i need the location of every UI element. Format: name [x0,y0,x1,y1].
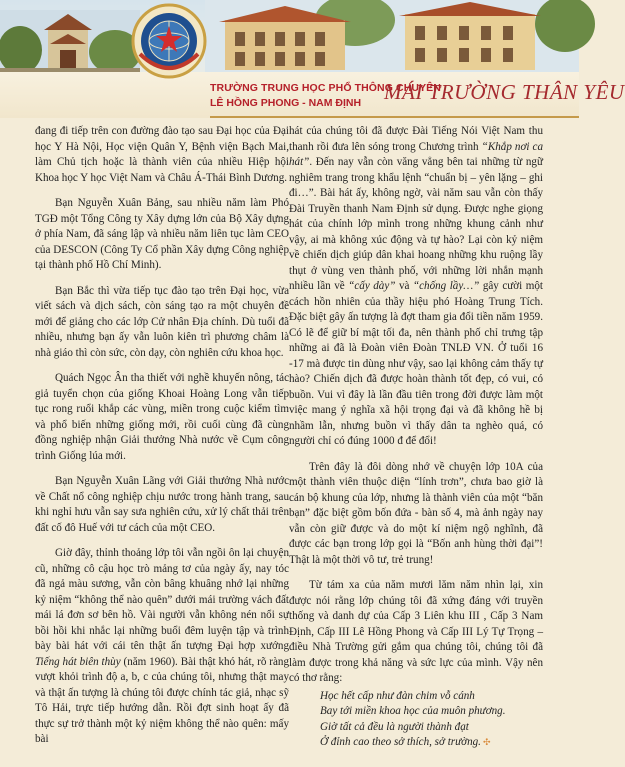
magazine-title: MÁI TRƯỜNG THÂN YÊU [384,80,625,104]
paragraph: Trên đây là đôi dòng nhớ về chuyện lớp 10A của một thành viên thuộc diện “lính trơn”, chưa bao giờ là cán bộ khung của lớp, nhưng là thành viên của một “băn bạn” đặc biệt gồm bốn đứa - bàn số 4, mà ảnh ngày nay vẫn còn giữ được và do một kí niệm ngộ nghĩnh, đã được các bạn trong lớp gọi là “Bốn anh hùng thời đại”! Thật là một thời vô tư, trẻ trung! [289,460,543,566]
paragraph: Quách Ngọc Ân tha thiết với nghề khuyến nông, tác giả tuyển chọn của giống Khoai Hoàng Long vẫn tiếp tục rong ruổi khắp các vùng, miền trong cuộc kiểm tìm và phổ biến những giống mới, rồi cuối cùng đã cùng đồng nghiệp nhận Giải thưởng Nhà nước về Cụm công trình Giống lúa mới. [35,372,289,462]
program-title: “Khắp nơi ca hát” [289,140,543,168]
song-title: Tiếng hát biên thùy [35,655,121,668]
paragraph-text: Giờ đây, thỉnh thoảng lớp tôi vẫn ngồi ôn lại chuyện cũ, những cô cậu học trò mảng tơ của ngày ấy, nay tóc đã ngả màu sương, vẫn còn bâng khuâng nhớ lại những kỷ niệm “không thể nào quên” dưới mái trường vách đất mái lá đơn sơ bên hồ. Vài người vẫn không nén nổi sự bồi hồi khi nhắc lại những buổi đêm luyện tập và trình bày bài hát với cái tên thật ấn tượng Đại hợp xướng [35,547,289,652]
header-divider [210,116,579,118]
paragraph: Từ tám xa của năm mươi lăm năm nhìn lại, xin được nói rằng lớp chúng tôi đã xứng đáng với truyền thống và danh dự của Cấp 3 Liên khu III , Cấp 3 Nam Định, Cấp III Lê Hồng Phong và Cấp III Lý Tự Trọng – điều Nhà Trường gửi gắm qua chúng tôi, chúng tôi đã làm được trong khả năng và sức lực của mình. Vậy nên có thơ rằng: [289,579,543,684]
paragraph [35,546,289,748]
school-name-line1: TRƯỜNG TRUNG HỌC PHỔ THÔNG CHUYÊN [210,82,441,94]
end-mark-icon: ✣ [482,737,491,747]
poem [289,689,543,751]
paragraph: đang đi tiếp trên con đường đào tạo sau Đại học của Đại học Y Hà Nội, Học viện Quân Y, Bệnh viện Bạch Mai, làm Chủ tịch hoặc là thành viên của nhiều Hiệp hội Khoa học Y học Việt Nam và Châu Á-Thái Bình Dương. [35,125,289,184]
quoted-phrase: “chống lầy…” [412,280,480,292]
school-building-photo [205,0,579,76]
page-header [0,0,625,118]
paragraph-text: . Đến nay vẫn còn văng vẳng bên tai những từ ngữ nghiêm trang trong khẩu lệnh “chuẩn bị – yên lặng – ghi đi…”. Bài hát ấy, không ngờ, vài năm sau vẫn còn thấy Đài Truyền thanh Nam Định sử dụng. Được nghe giọng hát của chính lớp mình trong những khung cảnh như vậy, ai mà không xúc động và tự hào? Lại còn kỷ niệm về chiến dịch giúp dân khai hoang những khu ruộng lầy thụt ở vùng ven thành phố, với những lời nhắn mạnh nhiều lần về [289,156,543,292]
poem-line: Giờ tất cả đều là người thành đạt [320,720,469,733]
poem-line: Học hết cấp như đàn chim vỗ cánh [320,689,475,702]
article-left-column [35,124,289,758]
paragraph [289,124,543,450]
pagoda-building-photo [0,10,140,75]
paragraph-text: hát của chúng tôi đã được Đài Tiếng Nói Việt Nam thu thanh rồi đưa lên sóng trong Chương trình [289,125,543,153]
paragraph-text: gây cười một cách hồn nhiên của thầy hiệu phó Hoàng Trung Tích. Đặc biệt gây ấn tượng là đợt tham gia đổi tiền năm 1959. Có lẽ để giữ bí mật tối đa, nên thành phố chỉ trưng tập những ai đã là Đoàn viên Đoàn TNLĐ VN. Ở tuổi 16 -17 mà được tin dùng như vậy, sao lại không cảm thấy tự hào? Chiến dịch đã được hoàn thành tốt đẹp, có vui, có buồn. Vui vì đây là lần đầu tiên trong đời được làm một việc mang ý nghĩa xã hội trọng đại và đã không hề bị nhầm lẫn, nhưng buồn vì thấy dân ta nghèo quá, có người chỉ có đúng 1000 đ để đổi! [289,280,543,447]
poem-line-last [320,735,543,751]
quoted-phrase: “cấy dày” [348,280,396,292]
paragraph: Bạn Nguyễn Xuân Bảng, sau nhiều năm làm Phó TGĐ một Tổng Công ty Xây dựng lớn của Bộ Xây dựng ở phía Nam, đã sáng lập và nhiều năm liên tục làm CEO của DESCON (Công Ty Cổ phần Xây dựng Công nghiệp tại thành phố Hồ Chí Minh). [35,197,289,271]
paragraph: Bạn Bắc thì vừa tiếp tục đào tạo trên Đại học, vừa viết sách và dịch sách, còn sáng tạo ra một chuyên đề mới để giảng cho các lớp Cử nhân Địa chính. Dù tuổi đã nhiều, nhưng bạn ấy vẫn luôn kiên trì phương châm là nhà giáo thì còn sức, còn dạy, còn nghiên cứu khoa học. [35,284,289,359]
paragraph-text: (năm 1960). Bài thật khó hát, rõ ràng vượt khỏi trình độ a, b, c của chúng tôi, nhưng thật may và thật ấn tượng là chúng tôi được chính tác giả, nhạc sỹ Tô Hải, trực tiếp hướng dẫn. Rồi đợt sinh hoạt ấy đã thực sự trở thành một kỷ niệm không thể nào quên: mấy bài [35,655,289,745]
poem-line: Bay tới miền khoa học của muôn phương. [320,705,506,717]
school-name-line2: LÊ HỒNG PHONG - NAM ĐỊNH [210,97,362,109]
paragraph: Bạn Nguyễn Xuân Lãng với Giải thưởng Nhà nước về Chất nổ công nghiệp chịu nước trong hành trang, sau khi nghỉ hưu vẫn say sưa nghiên cứu, xử lý chất thải trên đất cố đô Huế với tư cách của một CEO. [35,475,289,534]
poem-line: Ở đỉnh cao theo sở thích, sở trường. [320,736,481,748]
school-emblem-icon [130,2,208,80]
paragraph-text: và [395,280,413,292]
article-right-column [289,124,543,751]
